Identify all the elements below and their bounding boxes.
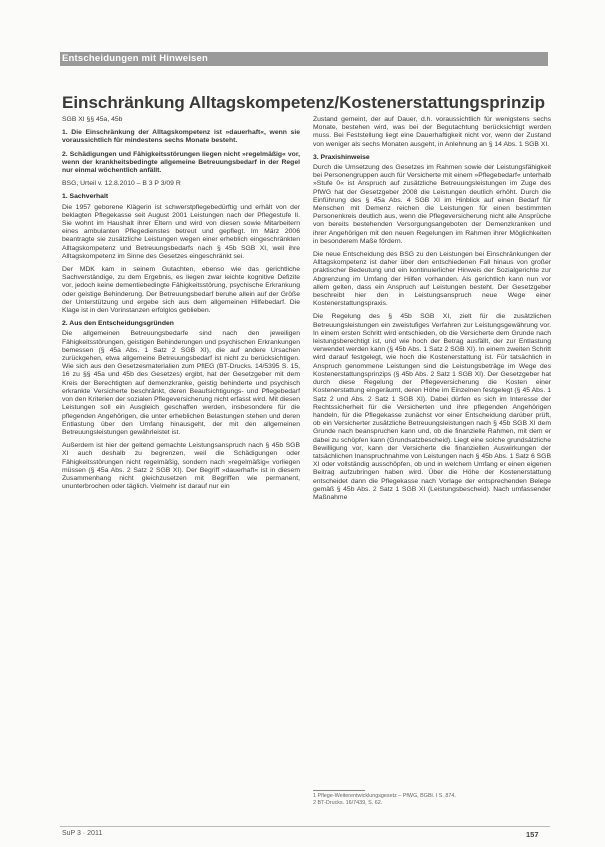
statute-reference: SGB XI §§ 45a, 45b	[62, 116, 123, 123]
footnote-2: 2 BT-Drucks. 16/7439, S. 62.	[313, 799, 383, 806]
footnote-rule	[313, 790, 365, 791]
section-label: Entscheidungen mit Hinweisen	[62, 53, 209, 64]
page-number: 157	[526, 830, 539, 839]
gruende-paragraph-1: Die allgemeinen Betreuungsbedarfe sind nach den jeweiligen Fähigkeitsstörungen, geistigen Behinderungen und psychischen Erkrankungen bemessen (§ 45a Abs. 1 Satz 2 SGB XI), die auf andere Ursachen zurückgehen, etwa allgemeine Betreuungsbedarf ist nicht zu berücksichtigen. Wie sich aus den Gesetzesmaterialien zum PflEG (BT-Drucks. 14/5395 S. 15, 16 zu §§ 45a und 45b des Gesetzes) ergibt, hat der Gesetzgeber mit dem Kreis der Berechtigten auf demenzkranke, geistig behinderte und psychisch erkrankte Versicherte beschränkt, deren Beaufsichtigungs- und Pflegebedarf von den Kriterien der sozialen Pflegeversicherung nicht erfasst wird. Mit diesen Leistungen soll ein Ausgleich geschaffen werden, insbesondere für die pflegenden Angehörigen, die unter erheblichen Belastungen stehen und deren Entlastung über den Umfang hinausgeht, der mit den allgemeinen Betreuungsleistungen gewährleistet ist.	[62, 330, 300, 436]
sachverhalt-paragraph-1: Die 1957 geborene Klägerin ist schwerstpflegebedürftig und erhält von der beklagten Pflegekasse seit August 2001 Leistungen nach der Pflegestufe II. Sie wohnt im Haushalt ihrer Eltern und wird von diesen sowie Mitarbeitern eines ambulanten Pflegedienstes betreut und gepflegt. Im März 2006 beantragte sie zusätzliche Leistungen wegen einer erheblich eingeschränkten Alltagskompetenz und Betreuungsbedarfs nach § 45b SGB XI, weil ihre Alltagskompetenz im Sinne des Gesetzes eingeschränkt sei.	[62, 203, 300, 260]
leitsatz-1: 1. Die Einschränkung der Alltagskompetenz ist »dauerhaft«, wenn sie voraussichtlich für mindestens sechs Monate besteht.	[62, 129, 300, 145]
article-title: Einschränkung Alltagskompetenz/Kostenerstattungsprinzip	[62, 93, 545, 112]
sachverhalt-heading: 1. Sachverhalt	[62, 193, 109, 201]
leitsatz-2: 2. Schädigungen und Fähigkeitsstörungen liegen nicht »regelmäßig« vor, wenn der krankheitsbedingte allgemeine Betreuungsbedarf in der Regel nur einmal wöchentlich anfällt.	[62, 150, 300, 175]
gruende-heading: 2. Aus den Entscheidungsgründen	[62, 320, 174, 328]
journal-footer: SuP 3 · 2011	[62, 830, 103, 837]
right-paragraph-4: Die Regelung des § 45b SGB XI, zielt für die zusätzlichen Betreuungsleistungen ein zweistufiges Verfahren zur Leistungsgewährung vor. In einem ersten Schritt wird entschieden, ob die Versicherte dem Grunde nach leistungsberechtigt ist, und wie hoch der Betrag ausfällt, der zur Entlastung verwendet werden kann (§ 45b Abs. 1 Satz 2 SGB XI). In einem zweiten Schritt wird darauf festgelegt, wie hoch die Kostenerstattung ist. Für tatsächlich in Anspruch genommene Leistungen sind die Leistungsbeträge im Wege des Kostenerstattungsprinzips (§ 45b Abs. 2 Satz 1 SGB XI). Der Gesetzgeber hat durch diese Regelung der Pflegeversicherung die Kosten einer Kostenerstattung eingeräumt, deren Höhe im Einzelnen festgelegt (§ 45 Abs. 1 Satz 2 und Abs. 2 Satz 1 SGB XI). Dabei dürfen es sich im Interesse der Rechtssicherheit für die Versicherten und ihre pflegenden Angehörigen handeln, für die Pflegekasse zunächst vor einer Entscheidung darüber prüft, ob ein Versicherter zusätzliche Betreuungsleistungen nach § 45b SGB XI dem Grunde nach beanspruchen kann und, ob die finanzielle Rahmen, mit dem er dabei zu schöpfen kann (Grundsatzbescheid). Liegt eine solche grundsätzliche Bewilligung vor, kann der Versicherte die finanziellen Auswirkungen der tatsächlichen Inanspruchnahme von Leistungen nach § 45b Abs. 1 Satz 6 SGB XI oder vollständig ausschöpfen, ob und in welchem Umfang er einen eigenen Beitrag aufzubringen haben wird. Über die Höhe der Kostenerstattung entscheidet dann die Pflegekasse nach Vorlage der entsprechenden Belege gemäß § 45b Abs. 2 Satz 1 SGB XI (Leistungsbescheid). Nach umfassender Maßnahme	[313, 313, 552, 501]
footnote-1: 1 Pflege-Weiterentwicklungsgesetz – PfWG, BGBl. I S. 874.	[313, 793, 456, 799]
court-citation: BSG, Urteil v. 12.8.2010 – B 3 P 3/09 R	[62, 180, 181, 188]
footnotes	[313, 793, 551, 807]
right-paragraph-3: Die neue Entscheidung des BSG zu den Leistungen bei Einschränkungen der Alltagskompetenz ist daher über den entschiedenen Fall hinaus von großer praktischer Bedeutung und ein kontinuierlicher Hinweis der Sozialgerichte zur Abgrenzung im Umfang der Hilfen vorhanden. Als gerichtlich kann nun vor allem gelten, dass ein Anspruch auf Leistungen besteht. Der Gesetzgeber beschreibt hier den in Leistungsanspruch neue Wege einer Kostenerstattungspraxis.	[313, 251, 551, 308]
footer-rule	[60, 826, 550, 827]
left-column	[62, 116, 300, 496]
right-paragraph-2: Durch die Umsetzung des Gesetzes im Rahmen sowie der Leistungsfähigkeit bei Personengruppen auch für Versicherte mit einem »Pflegebedarf« unterhalb »Stufe 0« ist Anspruch auf zusätzliche Betreuungsleistungen im Zuge des PfWG hat der Gesetzgeber 2008 die Leistungen deutlich erhöht. Durch die Einführung des § 45a Abs. 4 SGB XI im Hinblick auf einen Bedarf für Menschen mit Demenz reichen die Leistungen für einen bestimmten Personenkreis deutlich aus, wenn die Pflegeversicherung nicht alle Ansprüche von bereits bestehenden Versorgungsangeboten der Demenzkranken und ihrer Angehörigen mit den neuen Regelungen im Rahmen ihrer Möglichkeiten in besonderem Maße fördern.	[313, 164, 551, 245]
praxis-heading: 3. Praxishinweise	[313, 153, 370, 161]
right-column	[313, 116, 551, 507]
gruende-paragraph-2: Außerdem ist hier der geltend gemachte Leistungsanspruch nach § 45b SGB XI auch deshalb zu begrenzen, weil die Schädigungen oder Fähigkeitsstörungen nicht regelmäßig, sondern nach »regelmäßig« vorliegen müssen (§ 45a Abs. 2 Satz 2 SGB XI). Der Begriff »dauerhaft« ist in diesem Zusammenhang nicht gleichzusetzen mit Begriffen wie permanent, ununterbrochen oder täglich. Vielmehr ist darauf nur ein	[62, 442, 300, 491]
sachverhalt-paragraph-2: Der MDK kam in seinem Gutachten, ebenso wie das gerichtliche Sachverständige, zu dem Ergebnis, es liegen zwar leichte kognitive Defizite vor, jedoch keine dementiebedingte Fähigkeitsstörung, psychische Erkrankung oder geistige Behinderung. Der Betreuungsbedarf beruhe allein auf der Größe der Unterstützung und ergebe sich aus dem allgemeinen Hilfebedarf. Die Klage ist in den Vorinstanzen erfolglos geblieben.	[62, 266, 300, 315]
right-paragraph-1: Zustand gemeint, der auf Dauer, d.h. voraussichtlich für wenigstens sechs Monate, bestehen wird, was bei der Begutachtung berücksichtigt werden muss. Bei Feststellung liegt eine Dauerhaftigkeit nicht vor, wenn der Zustand von weniger als sechs Monaten ausgeht, in Anlehnung an § 14 Abs. 1 SGB XI.	[313, 116, 551, 148]
